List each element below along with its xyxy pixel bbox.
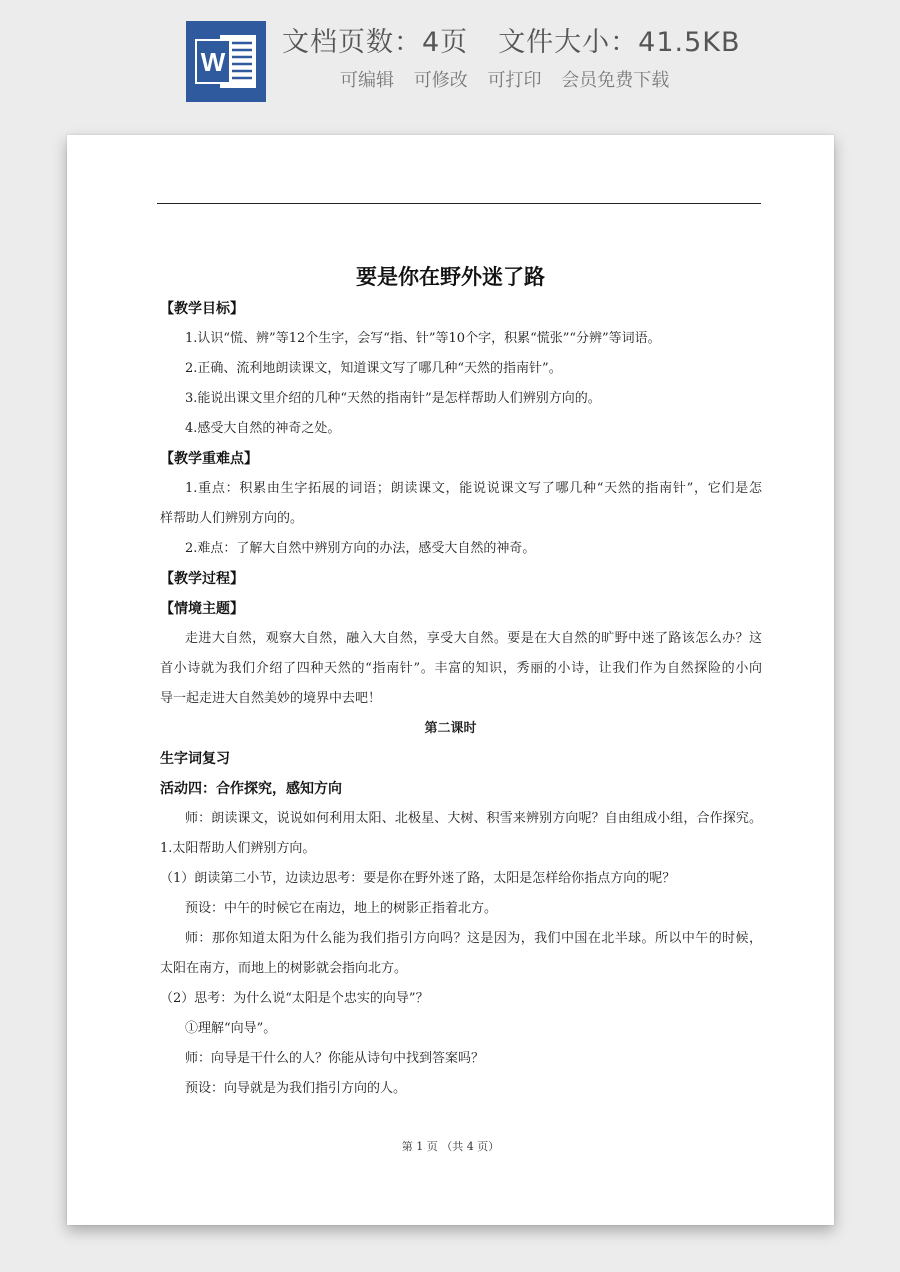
body-line: 预设：中午的时候它在南边，地上的树影正指着北方。 [185, 901, 498, 916]
body-line: 1.太阳帮助人们辨别方向。 [160, 841, 316, 856]
body-line: 师：朗读课文，说说如何利用太阳、北极星、大树、积雪来辨别方向呢？自由组成小组，合作探究。 [185, 811, 762, 826]
body-line: （1）朗读第二小节，边读边思考：要是你在野外迷了路，太阳是怎样给你指点方向的呢？ [160, 871, 676, 886]
word-doc-icon [186, 21, 266, 102]
section-heading: 【教学过程】 [160, 571, 244, 587]
feature-editable: 可编辑 [340, 70, 394, 91]
file-size: 文件大小：41.5KB [498, 27, 741, 58]
page-footer: 第 1 页 （共 4 页） [401, 1140, 500, 1153]
page-count: 文档页数：4页 [282, 27, 469, 58]
section-heading: 【情境主题】 [160, 601, 244, 617]
body-line: 2.难点：了解大自然中辨别方向的办法，感受大自然的神奇。 [185, 541, 536, 556]
feature-printable: 可打印 [487, 70, 542, 91]
body-line: 走进大自然，观察大自然，融入大自然，享受大自然。要是在大自然的旷野中迷了路该怎么办？这 [185, 631, 762, 646]
body-line: ①理解“向导”。 [185, 1021, 277, 1036]
file-info [282, 20, 741, 59]
body-line: 师：向导是干什么的人？你能从诗句中找到答案吗？ [185, 1051, 485, 1066]
section-heading: 第二课时 [424, 721, 477, 736]
body-line: 首小诗就为我们介绍了四种天然的“指南针”。丰富的知识，秀丽的小诗，让我们作为自然探险的小向 [160, 661, 762, 676]
feature-member-download[interactable]: 会员免费下载 [561, 70, 670, 91]
body-line: 太阳在南方，而地上的树影就会指向北方。 [160, 961, 408, 976]
body-line: 师：那你知道太阳为什么能为我们指引方向吗？这是因为，我们中国在北半球。所以中午的时候， [185, 931, 762, 946]
section-heading: 活动四：合作探究，感知方向 [160, 781, 342, 797]
body-line: 样帮助人们辨别方向的。 [160, 511, 304, 526]
svg-text:W: W [200, 47, 226, 77]
section-heading: 【教学重难点】 [160, 451, 258, 467]
body-line: 1.重点：积累由生字拓展的词语；朗读课文，能说说课文写了哪几种“天然的指南针”，它们是怎 [185, 481, 762, 496]
body-line: 4.感受大自然的神奇之处。 [185, 421, 341, 436]
feature-modifiable: 可修改 [413, 70, 468, 91]
body-line: （2）思考：为什么说“太阳是个忠实的向导”？ [160, 991, 429, 1006]
document-page [67, 135, 834, 1225]
body-line: 导一起走进大自然美妙的境界中去吧！ [160, 691, 382, 706]
section-heading: 生字词复习 [160, 751, 230, 767]
body-line: 预设：向导就是为我们指引方向的人。 [185, 1081, 407, 1096]
body-line: 1.认识“慌、辨”等12个生字，会写“指、针”等10个字，积累“慌张”“分辨”等词语。 [185, 331, 661, 346]
body-line: 3.能说出课文里介绍的几种“天然的指南针”是怎样帮助人们辨别方向的。 [185, 391, 601, 406]
section-heading: 【教学目标】 [160, 301, 244, 317]
document-title: 要是你在野外迷了路 [356, 265, 545, 289]
download-banner [0, 0, 900, 118]
header-rule [157, 203, 761, 204]
feature-list [340, 66, 677, 92]
body-line: 2.正确、流利地朗读课文，知道课文写了哪几种“天然的指南针”。 [185, 361, 562, 376]
